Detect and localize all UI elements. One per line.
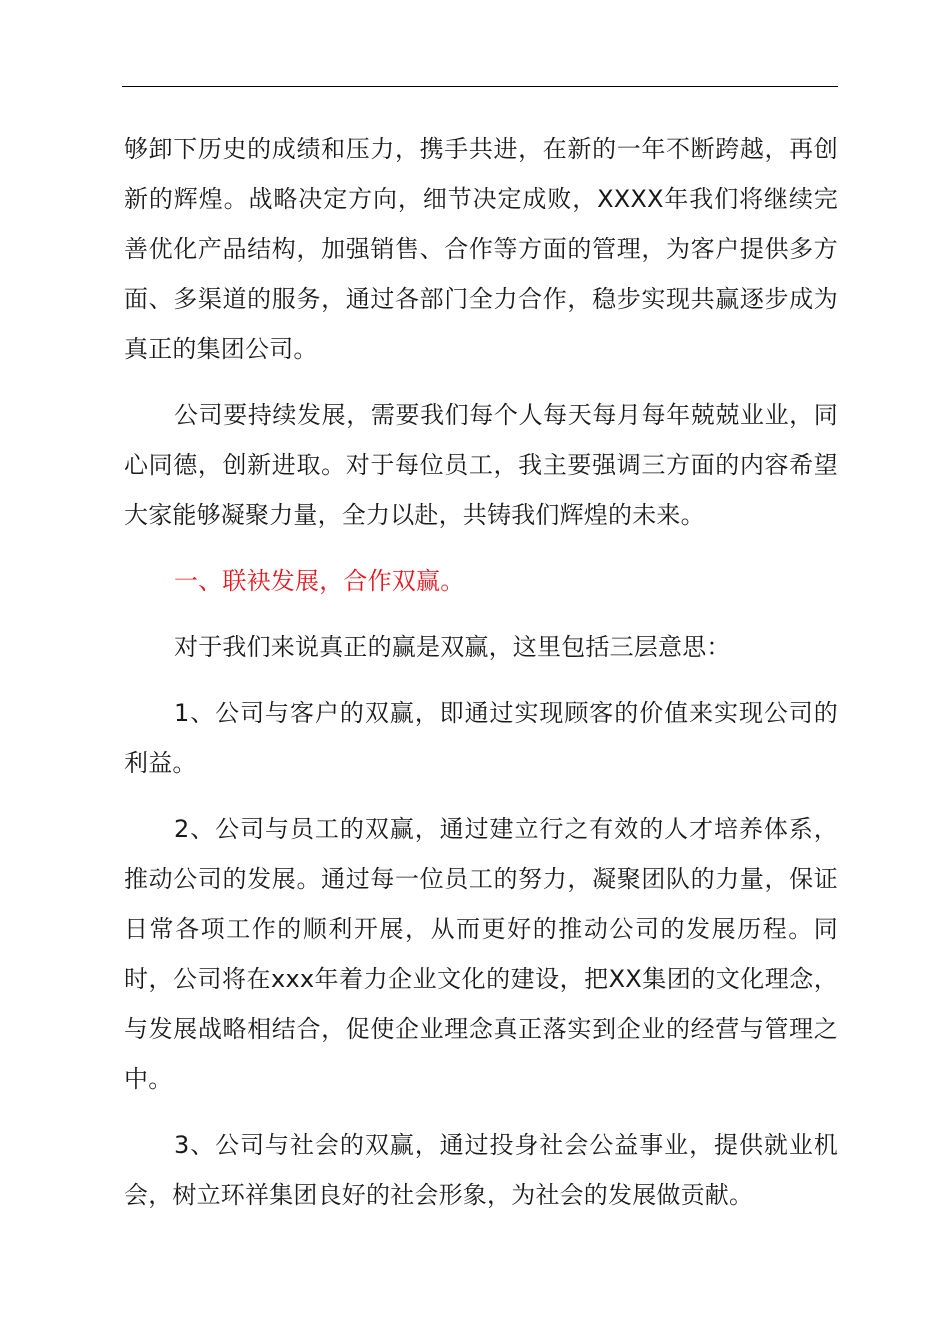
header-rule (122, 86, 838, 87)
list-item-employee-win-win: 2、公司与员工的双赢，通过建立行之有效的人才培养体系，推动公司的发展。通过每一位员工的努力，凝聚团队的力量，保证日常各项工作的顺利开展，从而更好的推动公司的发展历程。同时，公司将在xxx年着力企业文化的建设，把XX集团的文化理念，与发展战略相结合，促使企业理念真正落实到企业的经营与管理之中。 (124, 815, 838, 1093)
section-heading-win-win: 一、联袂发展，合作双赢。 (174, 567, 465, 595)
paragraph-three-meanings: 对于我们来说真正的赢是双赢，这里包括三层意思： (174, 633, 731, 661)
list-item-customer-win-win: 1、公司与客户的双赢，即通过实现顾客的价值来实现公司的利益。 (124, 699, 838, 777)
paragraph-continuation: 够卸下历史的成绩和压力，携手共进，在新的一年不断跨越，再创新的辉煌。战略决定方向，细节决定成败，XXXX年我们将继续完善优化产品结构，加强销售、合作等方面的管理，为客户提供多方面、多渠道的服务，通过各部门全力合作，稳步实现共赢逐步成为真正的集团公司。 (124, 135, 838, 363)
list-item-society-win-win: 3、公司与社会的双赢，通过投身社会公益事业，提供就业机会，树立环祥集团良好的社会形象，为社会的发展做贡献。 (124, 1131, 838, 1209)
paragraph-company-development: 公司要持续发展，需要我们每个人每天每月每年兢兢业业，同心同德，创新进取。对于每位员工，我主要强调三方面的内容希望大家能够凝聚力量，全力以赴，共铸我们辉煌的未来。 (124, 401, 838, 529)
document-body (124, 124, 838, 1236)
